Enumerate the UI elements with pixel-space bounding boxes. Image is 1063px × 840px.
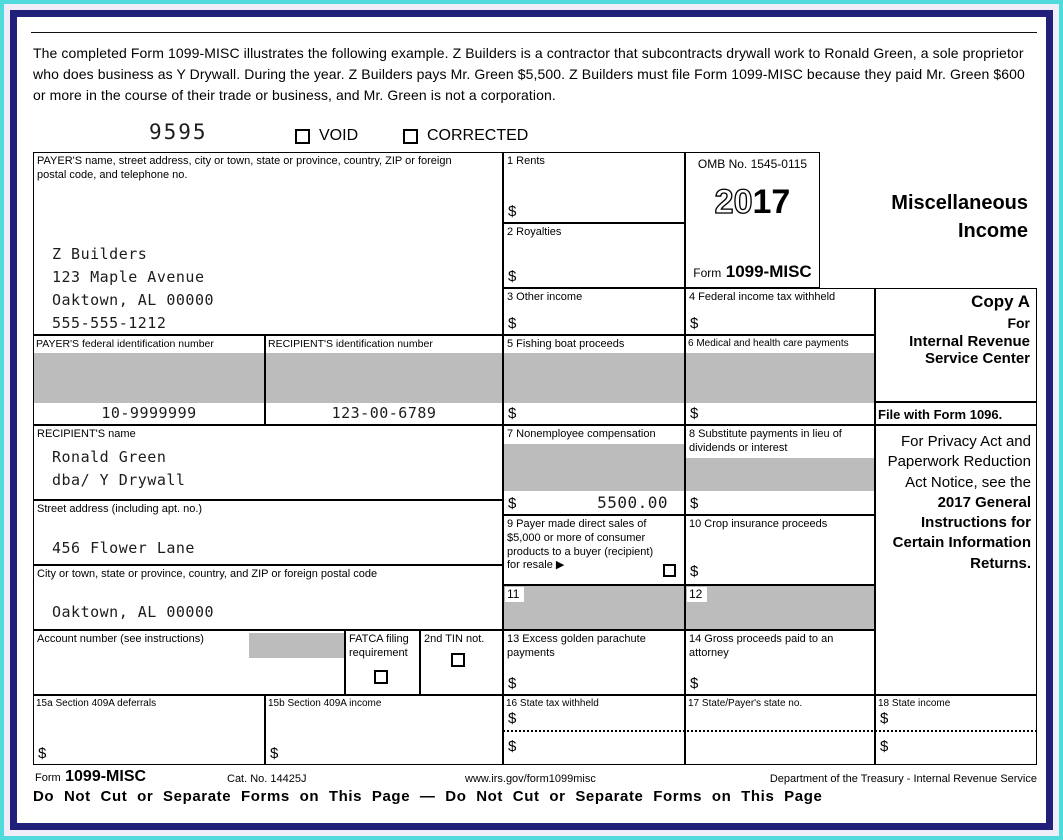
recipient-id-shade <box>266 353 502 403</box>
privacy-plain: For Privacy Act and Paperwork Reduction Act Notice, see the <box>887 433 1031 491</box>
box9-label: 9 Payer made direct sales of $5,000 or more of consumer products to a buyer (recipient) for resale ▶ <box>507 518 654 572</box>
box14-dollar: $ <box>690 675 699 692</box>
recipient-id-box <box>265 335 503 425</box>
box2-dollar: $ <box>508 268 517 285</box>
account-number-label: Account number (see instructions) <box>37 633 204 645</box>
second-tin-box <box>420 630 503 695</box>
box6-medical <box>685 335 875 425</box>
box13-golden-parachute <box>503 630 685 695</box>
box8-substitute-payments <box>685 425 875 515</box>
payer-box <box>33 152 503 335</box>
box1-dollar: $ <box>508 203 517 220</box>
fatca-checkbox[interactable] <box>374 670 388 684</box>
payer-id-shade <box>34 353 264 403</box>
footer-form-number <box>35 768 146 786</box>
box2-label: 2 Royalties <box>507 226 562 238</box>
box7-shade <box>504 444 684 491</box>
box18-dollar2: $ <box>880 738 889 755</box>
footer-form-word: Form <box>35 772 61 784</box>
payer-phone-value: 555-555-1212 <box>52 314 167 332</box>
form-number-line <box>686 262 819 282</box>
payer-street-value: 123 Maple Avenue <box>52 268 205 286</box>
tax-year <box>686 185 819 219</box>
box2-royalties <box>503 223 685 288</box>
box18-dollar1: $ <box>880 710 889 727</box>
privacy-bold: 2017 General Instructions for Certain Information Returns. <box>892 493 1031 572</box>
box5-label: 5 Fishing boat proceeds <box>507 338 625 350</box>
city-label: City or town, state or province, country, and ZIP or foreign postal code <box>37 568 378 580</box>
file-with: File with Form 1096. <box>878 407 1003 422</box>
payer-name-value: Z Builders <box>52 245 148 263</box>
omb-box <box>685 152 820 288</box>
year-outline: 20 <box>714 183 753 221</box>
form-title-line1: Miscellaneous <box>891 192 1028 214</box>
box15a-dollar: $ <box>38 745 47 762</box>
box14-attorney-proceeds <box>685 630 875 695</box>
form-title <box>820 189 1028 245</box>
recipient-id-value: 123-00-6789 <box>331 404 437 422</box>
copy-a-for: For <box>1007 315 1030 331</box>
copy-a: Copy A <box>971 292 1030 311</box>
omb-number: OMB No. 1545-0115 <box>697 157 808 171</box>
account-number-shade <box>249 633 344 658</box>
box8-shade <box>686 458 874 491</box>
state-row-dotted-line <box>503 730 1037 732</box>
box6-dollar: $ <box>690 405 699 422</box>
payer-id-value: 10-9999999 <box>101 404 197 422</box>
box4-label: 4 Federal income tax withheld <box>689 291 836 303</box>
street-address-value: 456 Flower Lane <box>52 539 195 557</box>
box16-dollar1: $ <box>508 710 517 727</box>
footer-form-num: 1099-MISC <box>65 768 147 785</box>
box6-shade <box>686 353 874 403</box>
file-with-box <box>875 402 1037 425</box>
irs-url[interactable]: www.irs.gov/form1099misc <box>465 773 596 785</box>
intro-paragraph: The completed Form 1099-MISC illustrates the following example. Z Builders is a contractor that subcontracts drywall work to Ronald Green, a sole proprietor who does business as Y Drywall. During the year. Z Builders pays Mr. Green $5,500. Z Builders must file Form 1099-MISC because they paid Mr. Green $600 or more in the course of their trade or business, and Mr. Green is not a corporation. <box>33 45 1025 103</box>
recipient-name-box <box>33 425 503 500</box>
box10-crop-insurance <box>685 515 875 585</box>
box18-label: 18 State income <box>878 698 951 709</box>
catalog-number: Cat. No. 14425J <box>227 773 307 785</box>
form-number: 1099-MISC <box>725 262 812 281</box>
box3-other-income <box>503 288 685 335</box>
year-solid: 17 <box>752 183 791 221</box>
box3-dollar: $ <box>508 315 517 332</box>
recipient-id-label: RECIPIENT'S identification number <box>268 338 433 350</box>
box8-dollar: $ <box>690 495 699 512</box>
city-value: Oaktown, AL 00000 <box>52 603 215 621</box>
fatca-label: FATCA filing requirement <box>349 633 409 659</box>
box8-label: 8 Substitute payments in lieu of dividends or interest <box>686 426 868 458</box>
box9-direct-sales <box>503 515 685 585</box>
copy-a-line2: Service Center <box>924 350 1030 367</box>
box15b-label: 15b Section 409A income <box>268 698 382 709</box>
box13-dollar: $ <box>508 675 517 692</box>
box15a <box>33 695 265 765</box>
document-frame <box>10 10 1053 830</box>
box17-label: 17 State/Payer's state no. <box>688 698 803 709</box>
payer-city-value: Oaktown, AL 00000 <box>52 291 215 309</box>
box11-reserved <box>503 585 685 630</box>
box11-number: 11 <box>505 587 524 602</box>
copy-a-box <box>875 288 1037 402</box>
box10-dollar: $ <box>690 563 699 580</box>
box5-dollar: $ <box>508 405 517 422</box>
outer-frame <box>4 4 1059 836</box>
void-label: VOID <box>319 127 359 144</box>
recipient-dba-value: dba/ Y Drywall <box>52 471 186 489</box>
box7-dollar: $ <box>508 495 517 512</box>
box12-reserved <box>685 585 875 630</box>
form-title-line2: Income <box>957 220 1028 242</box>
box7-value: 5500.00 <box>597 493 668 512</box>
box12-number: 12 <box>687 587 707 602</box>
fatca-box <box>345 630 420 695</box>
box16-dollar2: $ <box>508 738 517 755</box>
box7-label: 7 Nonemployee compensation <box>507 428 656 440</box>
payer-id-box <box>33 335 265 425</box>
corrected-label: CORRECTED <box>427 127 529 144</box>
form-word: Form <box>693 266 722 280</box>
box16-label: 16 State tax withheld <box>506 698 599 709</box>
box15b <box>265 695 503 765</box>
box7-nonemployee-comp <box>503 425 685 515</box>
top-rule <box>31 32 1037 33</box>
do-not-cut-notice: Do Not Cut or Separate Forms on This Page — Do Not Cut or Separate Forms on This Page <box>33 788 823 805</box>
box14-label: 14 Gross proceeds paid to an attorney <box>689 633 834 659</box>
city-box <box>33 565 503 630</box>
box10-label: 10 Crop insurance proceeds <box>689 518 828 530</box>
box6-label: 6 Medical and health care payments <box>688 338 849 349</box>
street-address-label: Street address (including apt. no.) <box>37 503 203 515</box>
payer-label: PAYER'S name, street address, city or town, state or province, country, ZIP or foreign postal code, and telephone no. <box>37 155 452 181</box>
box5-fishing <box>503 335 685 425</box>
box3-label: 3 Other income <box>507 291 583 303</box>
void-checkbox[interactable] <box>295 129 310 144</box>
recipient-name-value: Ronald Green <box>52 448 167 466</box>
account-number-box <box>33 630 345 695</box>
box4-dollar: $ <box>690 315 699 332</box>
box1-label: 1 Rents <box>507 155 545 167</box>
box4-federal-tax <box>685 288 875 335</box>
print-code: 9595 <box>149 120 208 144</box>
copy-a-line1: Internal Revenue <box>909 333 1030 350</box>
box1-rents <box>503 152 685 223</box>
second-tin-checkbox[interactable] <box>451 653 465 667</box>
payer-id-label: PAYER'S federal identification number <box>36 338 214 350</box>
second-tin-label: 2nd TIN not. <box>424 633 485 645</box>
box5-shade <box>504 353 684 403</box>
box13-label: 13 Excess golden parachute payments <box>507 633 646 659</box>
corrected-checkbox[interactable] <box>403 129 418 144</box>
box15b-dollar: $ <box>270 745 279 762</box>
box15a-label: 15a Section 409A deferrals <box>36 698 157 709</box>
street-address-box <box>33 500 503 565</box>
recipient-name-label: RECIPIENT'S name <box>37 428 136 440</box>
treasury-department: Department of the Treasury - Internal Revenue Service <box>769 773 1037 785</box>
privacy-notice <box>875 425 1037 695</box>
box9-checkbox[interactable] <box>663 564 676 577</box>
